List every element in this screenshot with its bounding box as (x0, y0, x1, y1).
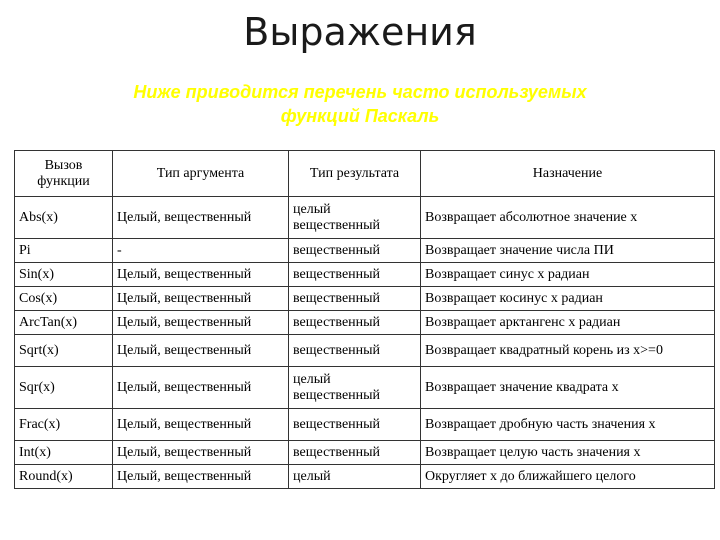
cell-call: Sin(x) (15, 263, 113, 287)
table-row (15, 465, 715, 489)
slide-subtitle (90, 80, 630, 128)
cell-call: Pi (15, 239, 113, 263)
cell-arg-type: Целый, вещественный (113, 465, 289, 489)
cell-purpose: Возвращает квадратный корень из x>=0 (421, 335, 715, 367)
cell-result-type: вещественный (289, 335, 421, 367)
cell-purpose: Возвращает значение числа ПИ (421, 239, 715, 263)
cell-arg-type: Целый, вещественный (113, 197, 289, 239)
cell-call: Abs(x) (15, 197, 113, 239)
slide-title: Выражения (243, 10, 477, 54)
functions-table (14, 150, 715, 489)
cell-call: Sqr(x) (15, 367, 113, 409)
header-call: Вызов функции (15, 151, 113, 197)
cell-result-type: вещественный (289, 263, 421, 287)
cell-purpose: Возвращает дробную часть значения x (421, 409, 715, 441)
cell-result-type: целый вещественный (289, 197, 421, 239)
cell-call: Cos(x) (15, 287, 113, 311)
table-row (15, 197, 715, 239)
table-row (15, 367, 715, 409)
table-row (15, 239, 715, 263)
cell-arg-type: Целый, вещественный (113, 263, 289, 287)
table-row (15, 441, 715, 465)
cell-result-type: вещественный (289, 287, 421, 311)
cell-call: Sqrt(x) (15, 335, 113, 367)
cell-arg-type: - (113, 239, 289, 263)
cell-purpose: Возвращает значение квадрата x (421, 367, 715, 409)
cell-result-type: вещественный (289, 239, 421, 263)
cell-result-type: целый (289, 465, 421, 489)
subtitle-line-1: Ниже приводится перечень часто используемых (133, 82, 587, 102)
cell-call: ArcTan(x) (15, 311, 113, 335)
cell-call: Int(x) (15, 441, 113, 465)
cell-arg-type: Целый, вещественный (113, 335, 289, 367)
cell-arg-type: Целый, вещественный (113, 441, 289, 465)
cell-purpose: Возвращает косинус x радиан (421, 287, 715, 311)
cell-result-type: вещественный (289, 311, 421, 335)
table-row (15, 311, 715, 335)
table-row (15, 263, 715, 287)
header-result-type: Тип результата (289, 151, 421, 197)
cell-result-type: вещественный (289, 441, 421, 465)
cell-call: Frac(x) (15, 409, 113, 441)
cell-purpose: Округляет x до ближайшего целого (421, 465, 715, 489)
header-arg-type: Тип аргумента (113, 151, 289, 197)
cell-purpose: Возвращает абсолютное значение x (421, 197, 715, 239)
header-purpose: Назначение (421, 151, 715, 197)
table-row (15, 335, 715, 367)
cell-result-type: целый вещественный (289, 367, 421, 409)
cell-purpose: Возвращает целую часть значения x (421, 441, 715, 465)
subtitle-line-2: функций Паскаль (280, 106, 440, 126)
table-row (15, 409, 715, 441)
cell-arg-type: Целый, вещественный (113, 287, 289, 311)
table-row (15, 287, 715, 311)
cell-arg-type: Целый, вещественный (113, 409, 289, 441)
table-header-row (15, 151, 715, 197)
cell-purpose: Возвращает синус x радиан (421, 263, 715, 287)
cell-call: Round(x) (15, 465, 113, 489)
cell-result-type: вещественный (289, 409, 421, 441)
cell-arg-type: Целый, вещественный (113, 367, 289, 409)
cell-arg-type: Целый, вещественный (113, 311, 289, 335)
cell-purpose: Возвращает арктангенс x радиан (421, 311, 715, 335)
